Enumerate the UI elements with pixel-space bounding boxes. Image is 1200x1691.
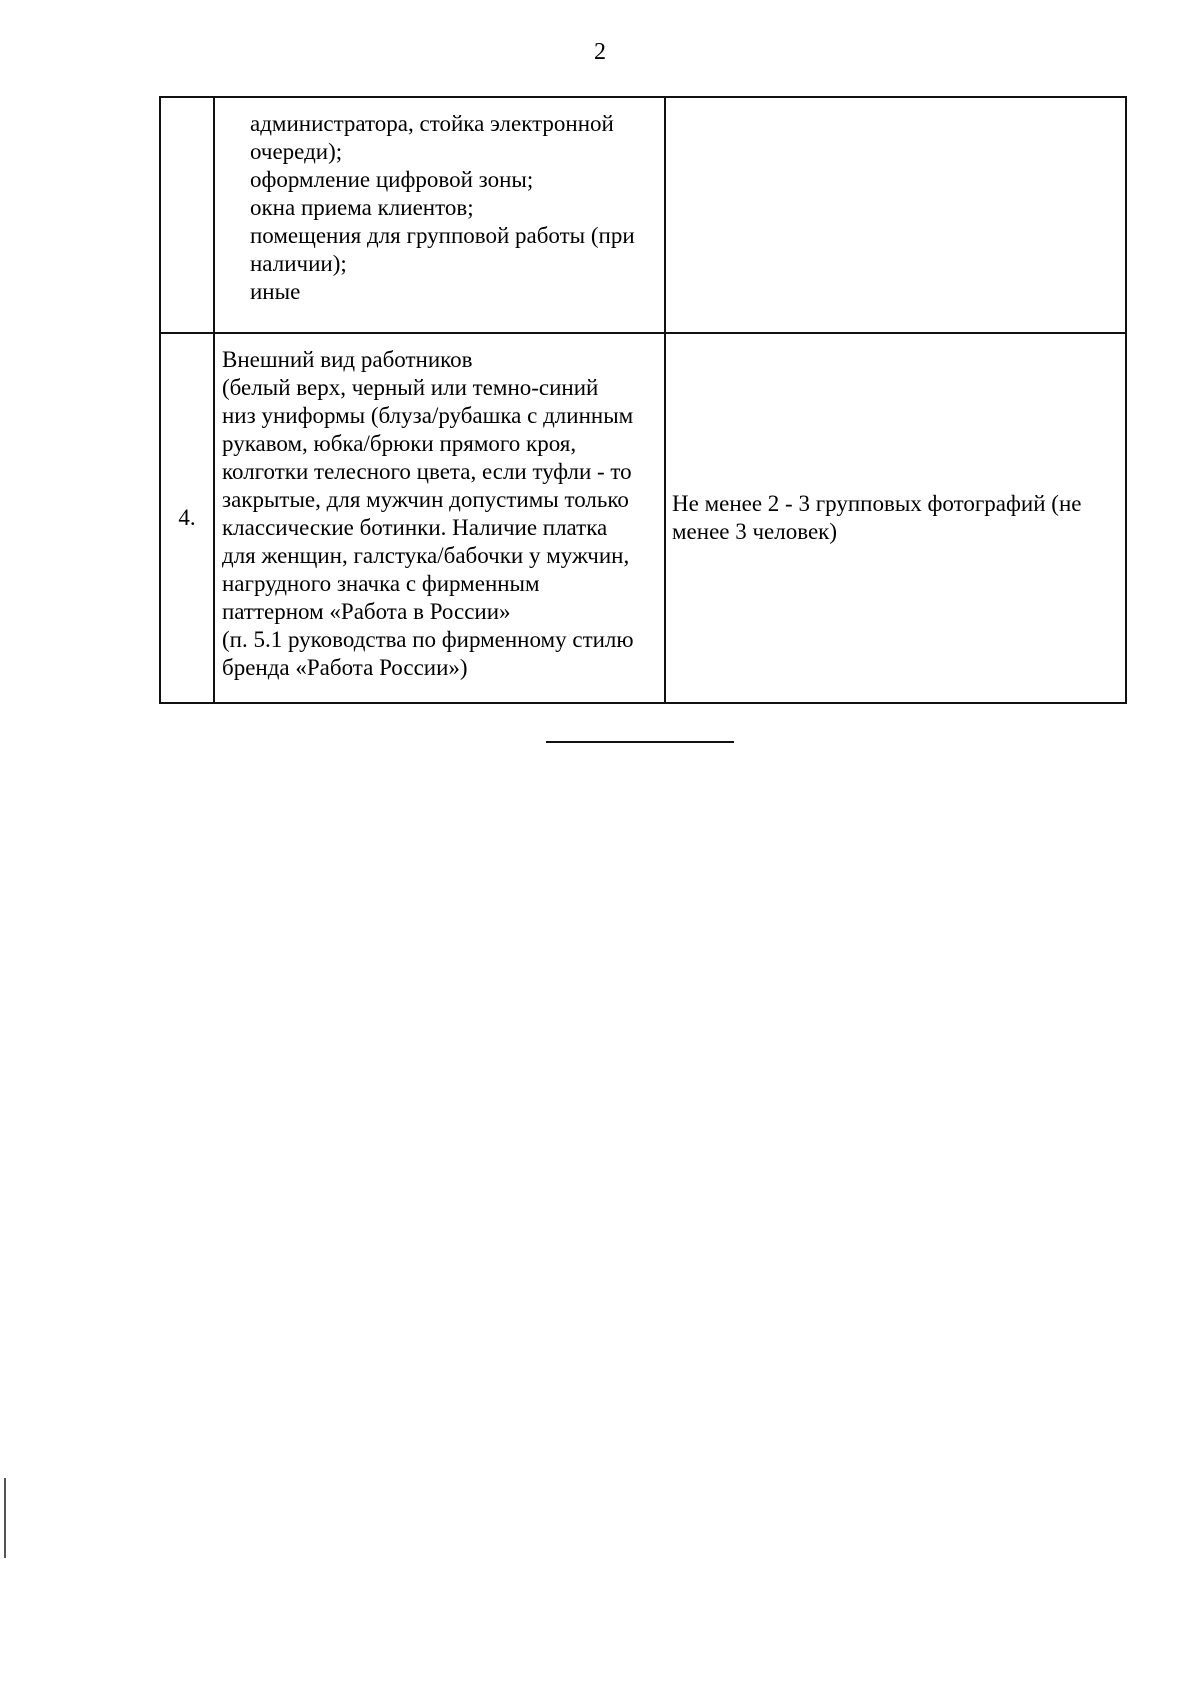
- row-requirement-cell: [665, 97, 1126, 333]
- description-line: (белый верх, черный или темно-синий: [222, 375, 599, 400]
- scan-margin-mark: [4, 1478, 6, 1558]
- description-line: (п. 5.1 руководства по фирменному стилю: [222, 627, 634, 652]
- requirements-table: [159, 96, 1127, 704]
- row-number-cell: 4.: [160, 333, 214, 703]
- end-of-document-rule: [546, 741, 734, 743]
- table-row: [160, 333, 1126, 703]
- row-description-cell: [214, 333, 665, 703]
- description-line: окна приема клиентов;: [250, 195, 474, 220]
- description-line: администратора, стойка электронной: [250, 111, 614, 136]
- requirement-line: Не менее 2 - 3 групповых фотографий (не: [672, 491, 1082, 516]
- description-line: оформление цифровой зоны;: [250, 167, 534, 192]
- row-description-cell: [214, 97, 665, 333]
- description-line: низ униформы (блуза/рубашка с длинным: [222, 403, 634, 428]
- description-line: иные: [250, 279, 301, 304]
- description-line: паттерном «Работа в России»: [222, 599, 511, 624]
- description-line: классические ботинки. Наличие платка: [222, 515, 608, 540]
- description-line: помещения для групповой работы (при: [250, 223, 635, 248]
- table-row: [160, 97, 1126, 333]
- requirement-line: менее 3 человек): [672, 519, 838, 544]
- row-requirement-cell: [665, 333, 1126, 703]
- description-line: нагрудного значка с фирменным: [222, 571, 540, 596]
- description-line: бренда «Работа России»): [222, 655, 468, 680]
- description-line: наличии);: [250, 251, 347, 276]
- description-line: для женщин, галстука/бабочки у мужчин,: [222, 543, 630, 568]
- description-line: колготки телесного цвета, если туфли - то: [222, 459, 632, 484]
- description-line: Внешний вид работников: [222, 347, 473, 372]
- description-line: рукавом, юбка/брюки прямого кроя,: [222, 431, 577, 456]
- row-number-cell: [160, 97, 214, 333]
- description-line: закрытые, для мужчин допустимы только: [222, 487, 629, 512]
- description-line: очереди);: [250, 139, 343, 164]
- page-number: 2: [594, 39, 606, 65]
